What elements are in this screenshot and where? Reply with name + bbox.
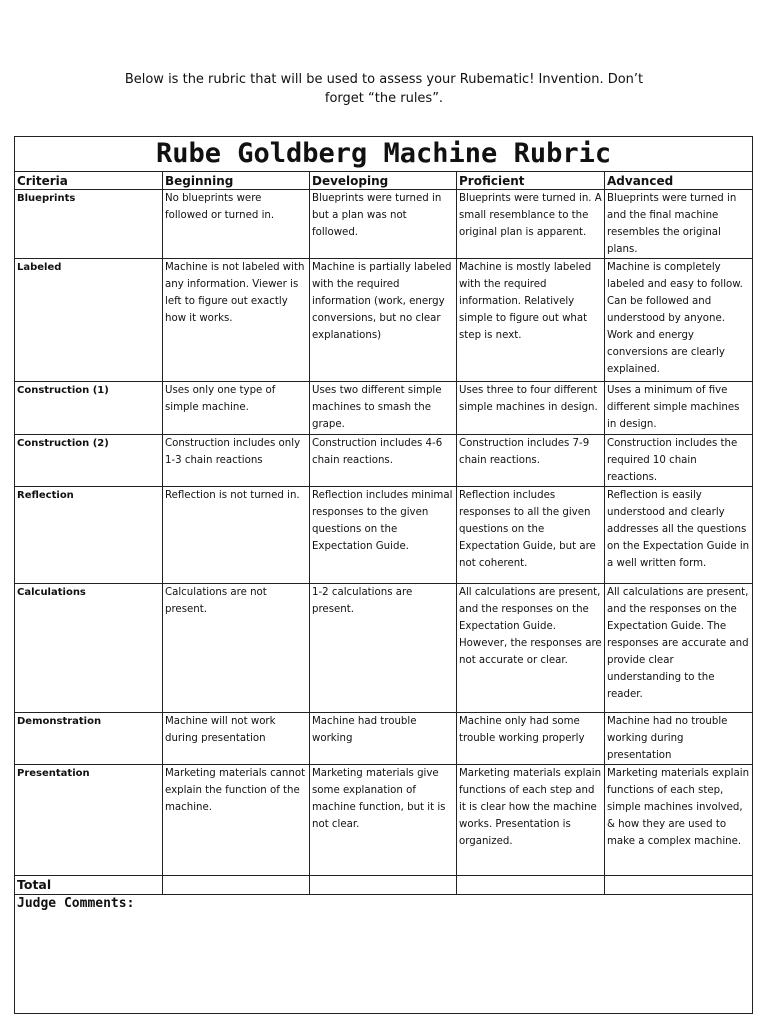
- total-developing-cell[interactable]: [310, 876, 457, 895]
- proficient-cell: Machine only had some trouble working properly: [457, 713, 605, 765]
- criterion-cell: Labeled: [15, 259, 163, 382]
- developing-cell: Machine had trouble working: [310, 713, 457, 765]
- beginning-cell: Calculations are not present.: [163, 584, 310, 713]
- header-row: [15, 172, 753, 190]
- developing-cell: Reflection includes minimal responses to the given questions on the Expectation Guide.: [310, 487, 457, 584]
- total-beginning-cell[interactable]: [163, 876, 310, 895]
- judge-comments-cell[interactable]: [15, 895, 753, 1014]
- proficient-cell: Marketing materials explain functions of each step and it is clear how the machine works. Presentation is organized.: [457, 765, 605, 876]
- beginning-cell: Machine is not labeled with any information. Viewer is left to figure out exactly how it works.: [163, 259, 310, 382]
- developing-cell: Machine is partially labeled with the required information (work, energy conversions, but no clear explanations): [310, 259, 457, 382]
- table-row-reflection: [15, 487, 753, 584]
- developing-cell: Construction includes 4-6 chain reactions.: [310, 435, 457, 487]
- advanced-cell: Marketing materials explain functions of each step, simple machines involved, & how they are used to make a complex machine.: [605, 765, 753, 876]
- comments-row: [15, 895, 753, 1014]
- advanced-cell: Reflection is easily understood and clearly addresses all the questions on the Expectation Guide in a well written form.: [605, 487, 753, 584]
- title-row: [15, 137, 753, 172]
- proficient-cell: Machine is mostly labeled with the required information. Relatively simple to figure out what step is next.: [457, 259, 605, 382]
- advanced-cell: Uses a minimum of five different simple machines in design.: [605, 382, 753, 435]
- intro-text: [60, 70, 708, 108]
- total-proficient-cell[interactable]: [457, 876, 605, 895]
- intro-line-2: forget “the rules”.: [324, 91, 444, 106]
- advanced-cell: Blueprints were turned in and the final machine resembles the original plans.: [605, 190, 753, 259]
- total-label: Total: [15, 876, 163, 895]
- proficient-cell: Reflection includes responses to all the given questions on the Expectation Guide, but are not coherent.: [457, 487, 605, 584]
- advanced-cell: Machine had no trouble working during presentation: [605, 713, 753, 765]
- proficient-cell: Blueprints were turned in. A small resemblance to the original plan is apparent.: [457, 190, 605, 259]
- criterion-cell: Calculations: [15, 584, 163, 713]
- intro-line-1: Below is the rubric that will be used to assess your Rubematic! Invention. Don’t: [124, 72, 644, 87]
- developing-cell: Marketing materials give some explanation of machine function, but it is not clear.: [310, 765, 457, 876]
- criterion-cell: Demonstration: [15, 713, 163, 765]
- proficient-cell: Construction includes 7-9 chain reactions.: [457, 435, 605, 487]
- developing-cell: Blueprints were turned in but a plan was not followed.: [310, 190, 457, 259]
- total-row: [15, 876, 753, 895]
- rubric-table: [14, 136, 753, 1014]
- header-developing: Developing: [310, 172, 457, 190]
- criterion-cell: Construction (2): [15, 435, 163, 487]
- beginning-cell: Marketing materials cannot explain the function of the machine.: [163, 765, 310, 876]
- proficient-cell: Uses three to four different simple machines in design.: [457, 382, 605, 435]
- table-row-construction-2: [15, 435, 753, 487]
- proficient-cell: All calculations are present, and the responses on the Expectation Guide. However, the responses are not accurate or clear.: [457, 584, 605, 713]
- criterion-cell: Reflection: [15, 487, 163, 584]
- advanced-cell: All calculations are present, and the responses on the Expectation Guide. The responses are accurate and provide clear understanding to the reader.: [605, 584, 753, 713]
- developing-cell: Uses two different simple machines to smash the grape.: [310, 382, 457, 435]
- header-beginning: Beginning: [163, 172, 310, 190]
- table-row-labeled: [15, 259, 753, 382]
- developing-cell: 1-2 calculations are present.: [310, 584, 457, 713]
- table-row-demonstration: [15, 713, 753, 765]
- beginning-cell: No blueprints were followed or turned in.: [163, 190, 310, 259]
- advanced-cell: Construction includes the required 10 chain reactions.: [605, 435, 753, 487]
- criterion-cell: Blueprints: [15, 190, 163, 259]
- header-advanced: Advanced: [605, 172, 753, 190]
- beginning-cell: Reflection is not turned in.: [163, 487, 310, 584]
- header-criteria: Criteria: [15, 172, 163, 190]
- judge-comments-label: Judge Comments:: [17, 896, 135, 911]
- total-advanced-cell[interactable]: [605, 876, 753, 895]
- beginning-cell: Construction includes only 1-3 chain reactions: [163, 435, 310, 487]
- table-row-presentation: [15, 765, 753, 876]
- table-row-blueprints: [15, 190, 753, 259]
- table-row-calculations: [15, 584, 753, 713]
- table-row-construction-1: [15, 382, 753, 435]
- criterion-cell: Construction (1): [15, 382, 163, 435]
- header-proficient: Proficient: [457, 172, 605, 190]
- beginning-cell: Uses only one type of simple machine.: [163, 382, 310, 435]
- rubric-title: Rube Goldberg Machine Rubric: [15, 137, 753, 172]
- beginning-cell: Machine will not work during presentation: [163, 713, 310, 765]
- criterion-cell: Presentation: [15, 765, 163, 876]
- advanced-cell: Machine is completely labeled and easy to follow. Can be followed and understood by anyone. Work and energy conversions are clearly explained.: [605, 259, 753, 382]
